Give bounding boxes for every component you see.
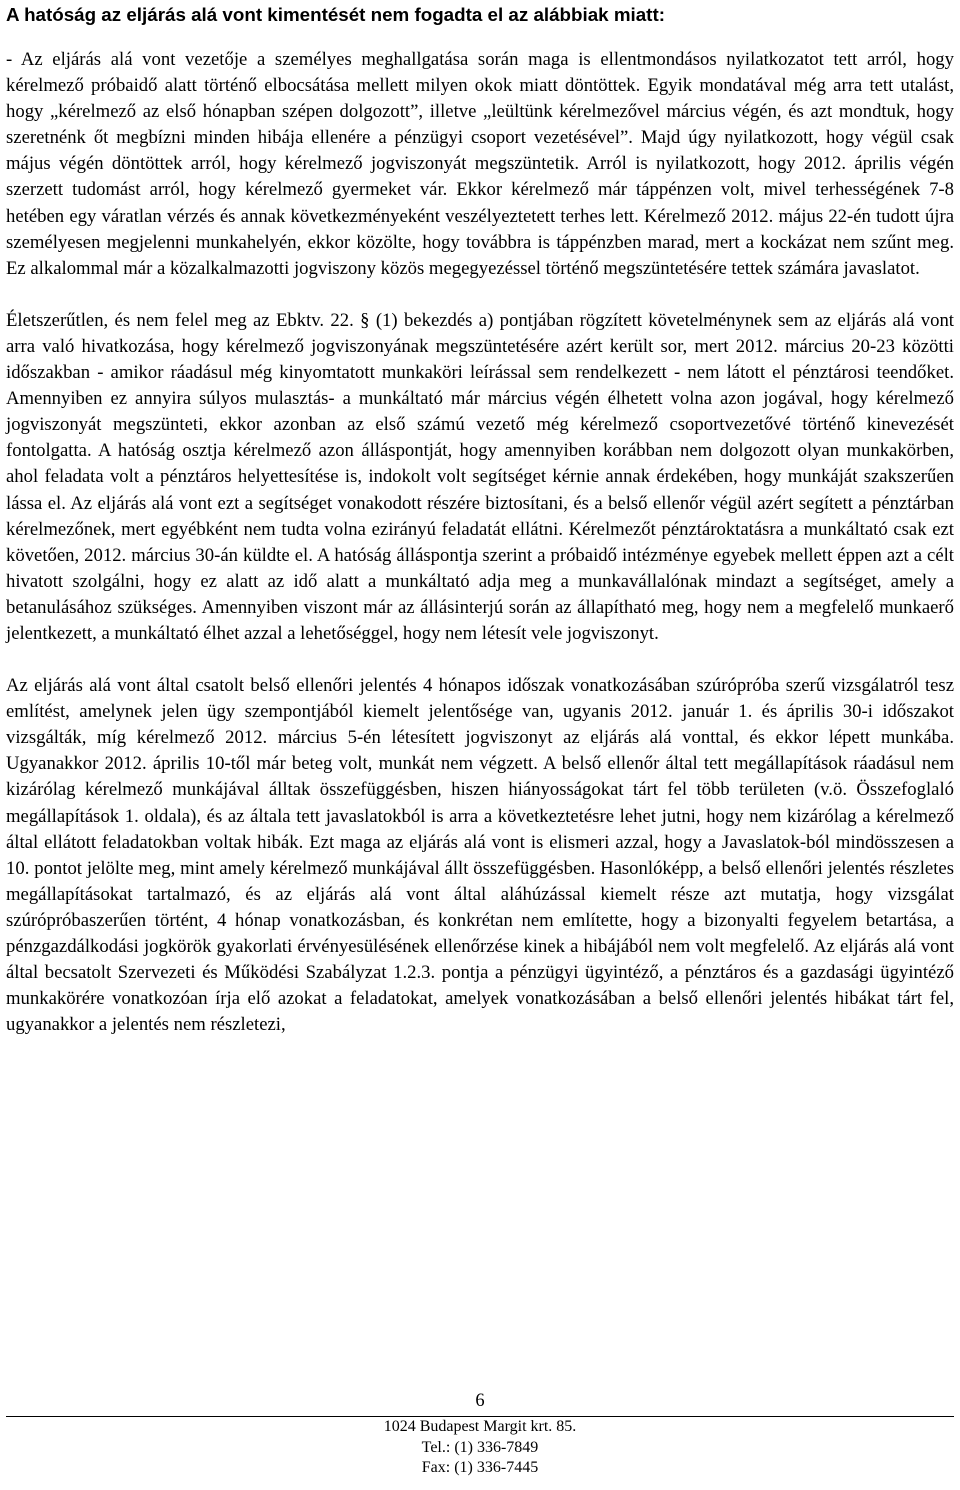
footer-address: 1024 Budapest Margit krt. 85. [383, 1418, 577, 1435]
paragraph-unrealistic-justification: Életszerűtlen, és nem felel meg az Ebktv. 22. § (1) bekezdés a) pontjában rögzített követelménynek sem az eljárás alá vont arra való hivatkozása, hogy kérelmező jogviszonyának megszüntetésére azért került sor, mert 2012. március 20-23 közötti időszakban - amikor ráadásul még kinyomtatott munkaköri leírással sem rendelkezett - nem látott el pénztárosi teendőket. Amennyiben ez annyira súlyos mulasztás- a munkáltató már március végén élhetett volna azon jogával, hogy kérelmező jogviszonyát megszünteti, ekkor azonban az első számú vezető még kérelmező csoportvezetővé történő kinevezését fontolgatta. A hatóság osztja kérelmező azon álláspontját, hogy amennyiben korábban nem dolgozott olyan munkakörben, ahol feladata volt a pénztáros helyettesítése is, indokolt volt segítséget kérnie annak érdekében, hogy munkáját szakszerűen lássa el. Az eljárás alá vont ezt a segítséget vonakodott részére biztosítani, és a belső ellenőr végül azért segített a pénztárban kérelmezőnek, mert egyébként nem tudta volna ezirányú feladatát ellátni. Kérelmezőt pénztároktatásra a munkáltató csak ezt követően, 2012. március 30-án küldte el. A hatóság álláspontja szerint a próbaidő intézménye egyebek mellett éppen azt a célt hivatott szolgálni, hogy ez alatt az idő alatt a munkáltató adja meg a munkavállalónak mindazt a segítséget, amely a betanulásához szükséges. Amennyiben viszont már az állásinterjú során az állapítható meg, hogy nem a megfelelő munkaerő jelentkezett, a munkáltató élhet azzal a lehetőséggel, hogy nem létesít vele jogviszonyt. [6, 309, 954, 644]
page-number: 6 [475, 1391, 485, 1411]
footer-phone: Tel.: (1) 336-7849 [421, 1438, 539, 1456]
page-footer [0, 1390, 960, 1479]
paragraph-contradictory-statement: - Az eljárás alá vont vezetője a személyes meghallgatása során maga is ellentmondásos nyilatkozatot tett arról, hogy kérelmező próbaidő alatt történő elbocsátása mellett milyen okok miatt döntöttek. Egyik mondatával még arra tett utalást, hogy „kérelmező az első hónapban szépen dolgozott”, illetve „leültünk kérelmezővel március végén, és azt mondtuk, hogy szeretnénk őt megbízni minden hibája ellenére a pénzügyi csoport vezetésével”. Majd úgy nyilatkozott, hogy végül csak május végén döntöttek arról, hogy kérelmező jogviszonyát megszüntetik. Arról is nyilatkozott, hogy 2012. április végén szerzett tudomást arról, hogy kérelmező gyermeket vár. Ekkor kérelmező már táppénzen volt, mivel terhességének 7-8 hetében egy váratlan vérzés és annak következményeként veszélyeztetett terhes lett. Kérelmező 2012. május 22-én tudott újra személyesen megjelenni munkahelyén, ekkor közölte, hogy továbbra is táppénzben marad, mert a kockázat nem szűnt meg. Ez alkalommal már a közalkalmazotti jogviszony közös megegyezéssel történő megszüntetésére tettek számára javaslatot. [6, 49, 954, 279]
paragraph-internal-audit-report: Az eljárás alá vont által csatolt belső ellenőri jelentés 4 hónapos időszak vonatkozásában szúrópróba szerű vizsgálatról tesz említést, amelynek jelen ügy szempontjából kiemelt jelentősége van, ugyanis 2012. január 1. és április 30-i időszakot vizsgálták, míg kérelmező 2012. március 5-én létesített jogviszonyt az eljárás alá vonttal, és ekkor lépett munkába. Ugyanakkor 2012. április 10-től már beteg volt, munkát nem végzett. A belső ellenőr által tett megállapítások ráadásul nem kizárólag kérelmező munkájával álltak összefüggésben, hiszen hiányosságokat tárt fel több területen (v.ö. Összefoglaló megállapítások 1. oldala), és az általa tett javaslatokból is arra a következtetésre lehet jutni, hogy nem kizárólag a kérelmező által ellátott feladatokban voltak hibák. Ezt maga az eljárás alá vont is elismeri azzal, hogy a Javaslatok-ból mindösszesen a 10. pontot jelölte meg, mint amely kérelmező munkájával állt összefüggésben. Hasonlóképp, a belső ellenőri jelentés részletes megállapításokat tartalmazó, és az eljárás alá vont által aláhúzással kiemelt része azt mutatja, hogy vizsgálat szúrópróbaszerűen történt, 4 hónap vonatkozásban, és konkrétan nem említette, hogy a bizonyalti fegyelem betartása, a pénzgazdálkodási jogkörök gyakorlati érvényesülésének ellenőrzése kinek a hibájából nem volt megfelelő. Az eljárás alá vont által becsatolt Szervezeti és Működési Szabályzat 1.2.3. pontja a pénzügyi ügyintéző, a pénztáros és a gazdasági ügyintéző munkakörére vonatkozóan írja elő azokat a feladatokat, amelyek vonatkozásában a belső ellenőri jelentés hibákat tárt fel, ugyanakkor a jelentés nem részletezi, [6, 675, 954, 1036]
document-page [6, 0, 954, 1038]
footer-fax: Fax: (1) 336-7445 [421, 1459, 539, 1476]
section-heading: A hatóság az eljárás alá vont kimentését nem fogadta el az alábbiak miatt: [6, 4, 665, 25]
